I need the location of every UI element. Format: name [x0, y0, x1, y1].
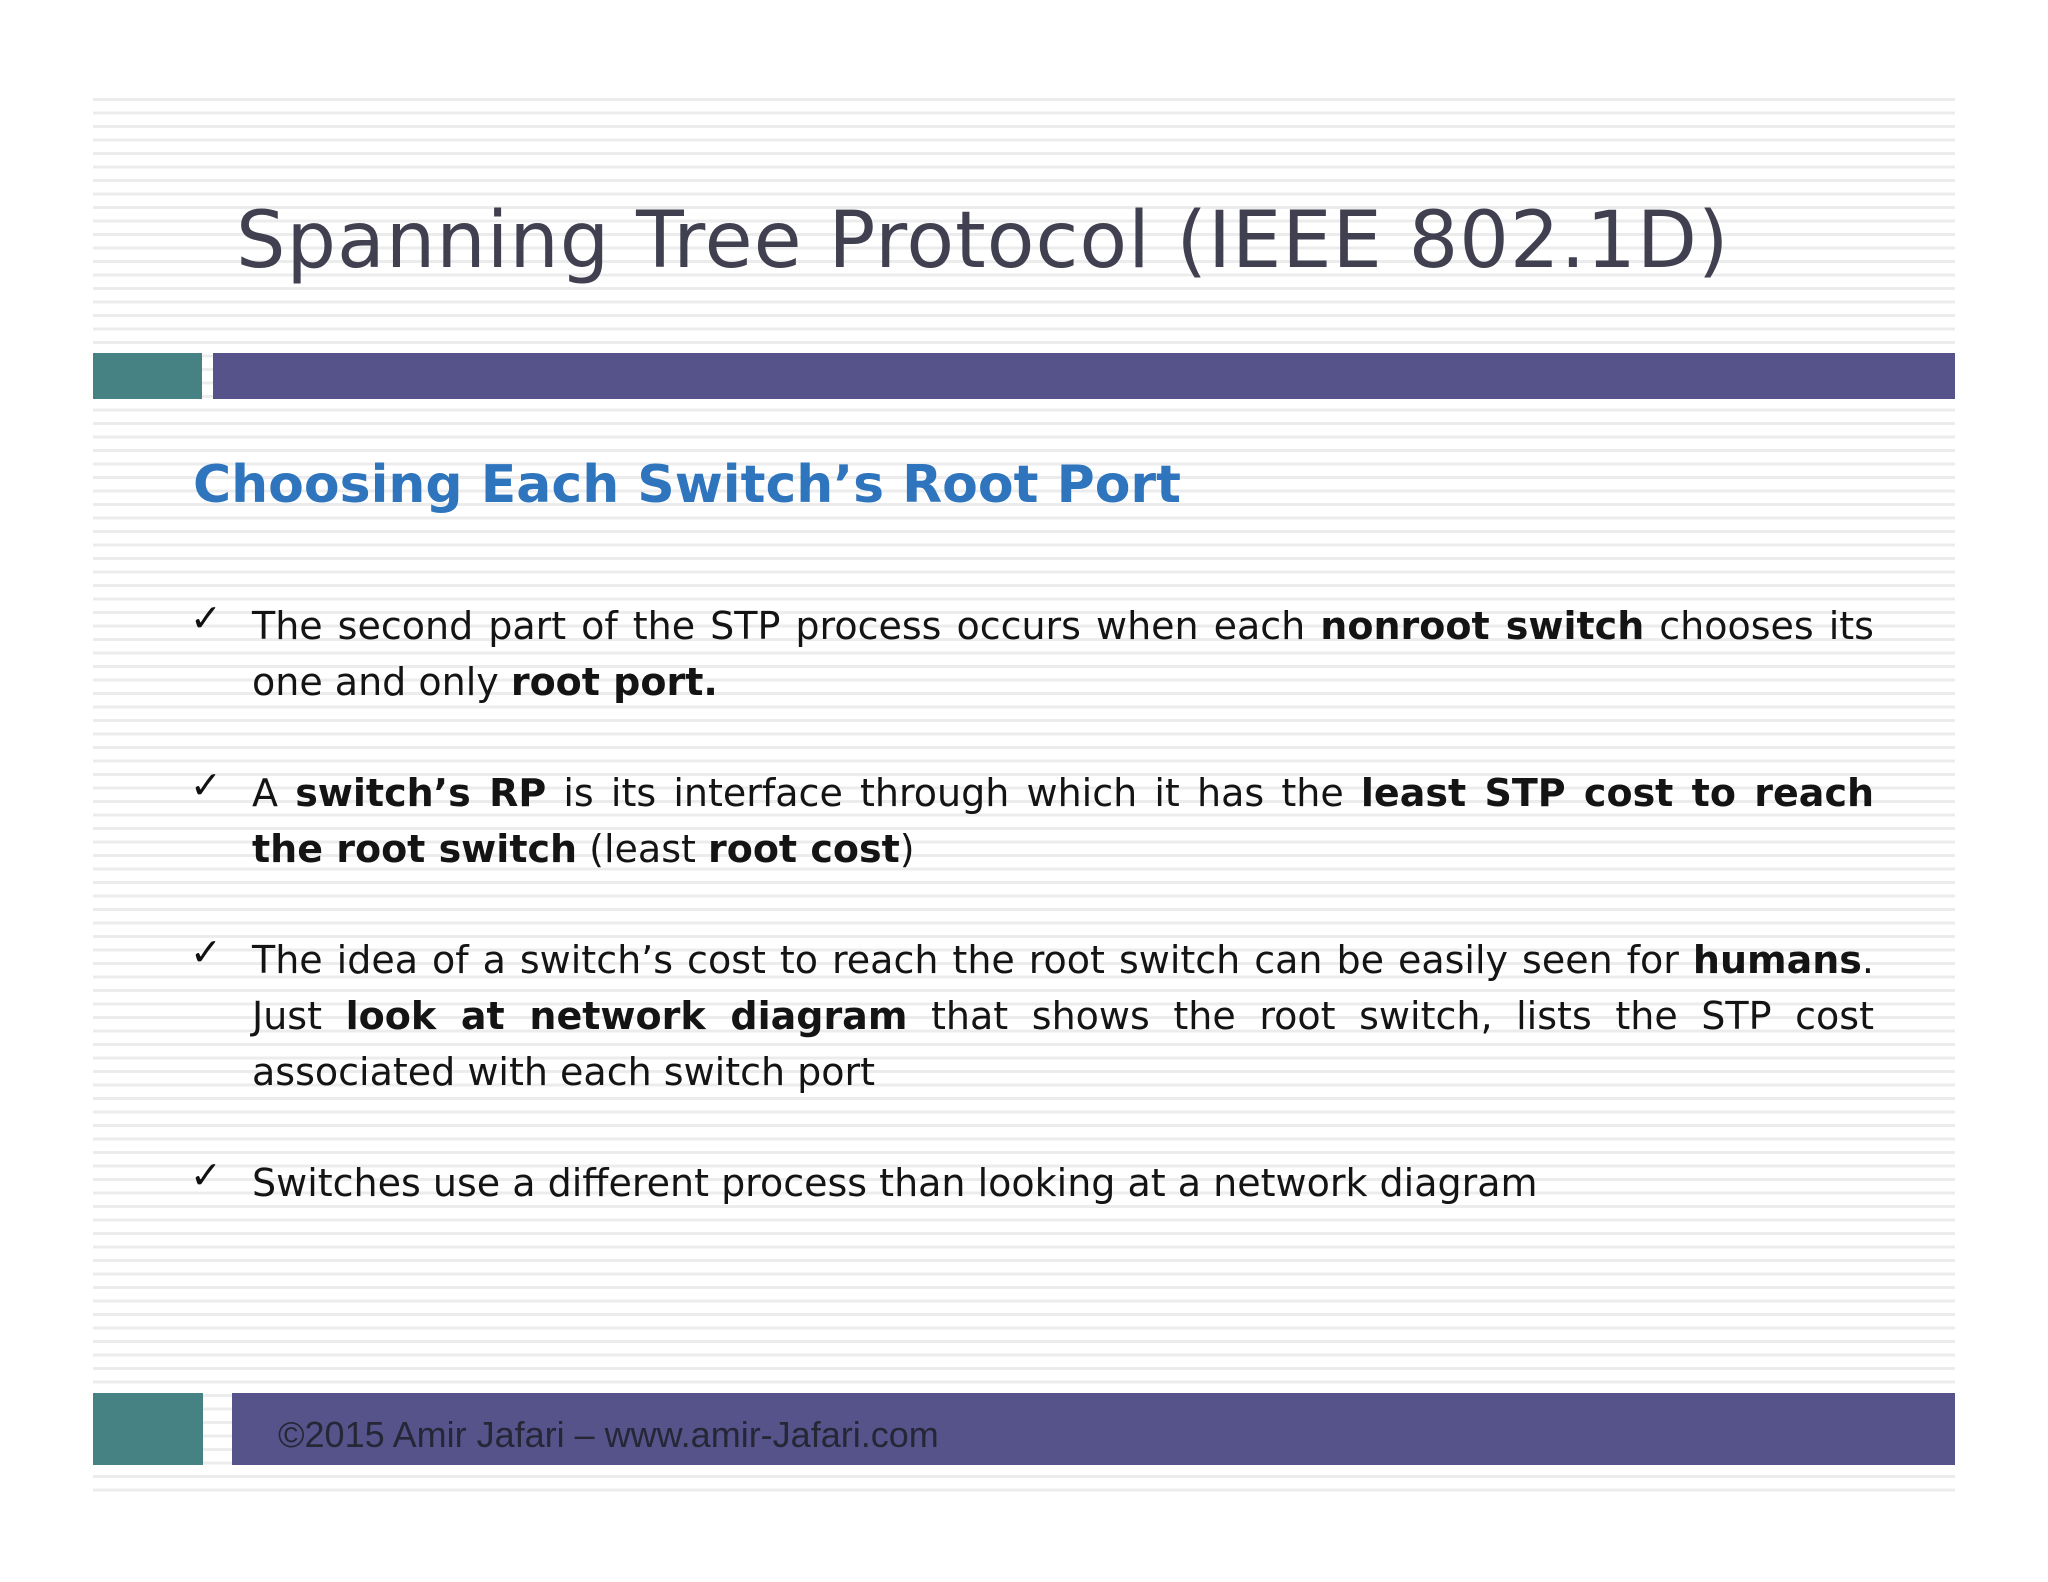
- bullet-text: A switch’s RP is its interface through which it has the least STP cost to reach the root switch (least root cost): [252, 771, 1875, 871]
- bullet-list: [190, 598, 1874, 1266]
- bullet-text: The second part of the STP process occurs when each nonroot switch chooses its one and only root port.: [252, 604, 1874, 704]
- bullet-text: The idea of a switch’s cost to reach the root switch can be easily seen for humans. Just look at network diagram that shows the root switch, lists the STP cost associated with each switch port: [252, 938, 1874, 1094]
- checkmark-icon: ✓: [190, 596, 222, 640]
- footer-copyright: ©2015 Amir Jafari – www.amir-Jafari.com: [278, 1414, 939, 1455]
- checkmark-icon: ✓: [190, 763, 222, 807]
- bullet-text: Switches use a different process than looking at a network diagram: [252, 1161, 1538, 1205]
- header-bar: [213, 353, 1955, 399]
- slide-title: Spanning Tree Protocol (IEEE 802.1D): [236, 196, 1730, 286]
- bullet-item: [190, 765, 1874, 877]
- bullet-item: [190, 1155, 1874, 1211]
- slide-subtitle: Choosing Each Switch’s Root Port: [193, 455, 1181, 515]
- header-accent-block: [93, 353, 202, 399]
- bullet-item: [190, 932, 1874, 1100]
- bullet-item: [190, 598, 1874, 710]
- checkmark-icon: ✓: [190, 930, 222, 974]
- checkmark-icon: ✓: [190, 1153, 222, 1197]
- footer-accent-block: [93, 1393, 203, 1465]
